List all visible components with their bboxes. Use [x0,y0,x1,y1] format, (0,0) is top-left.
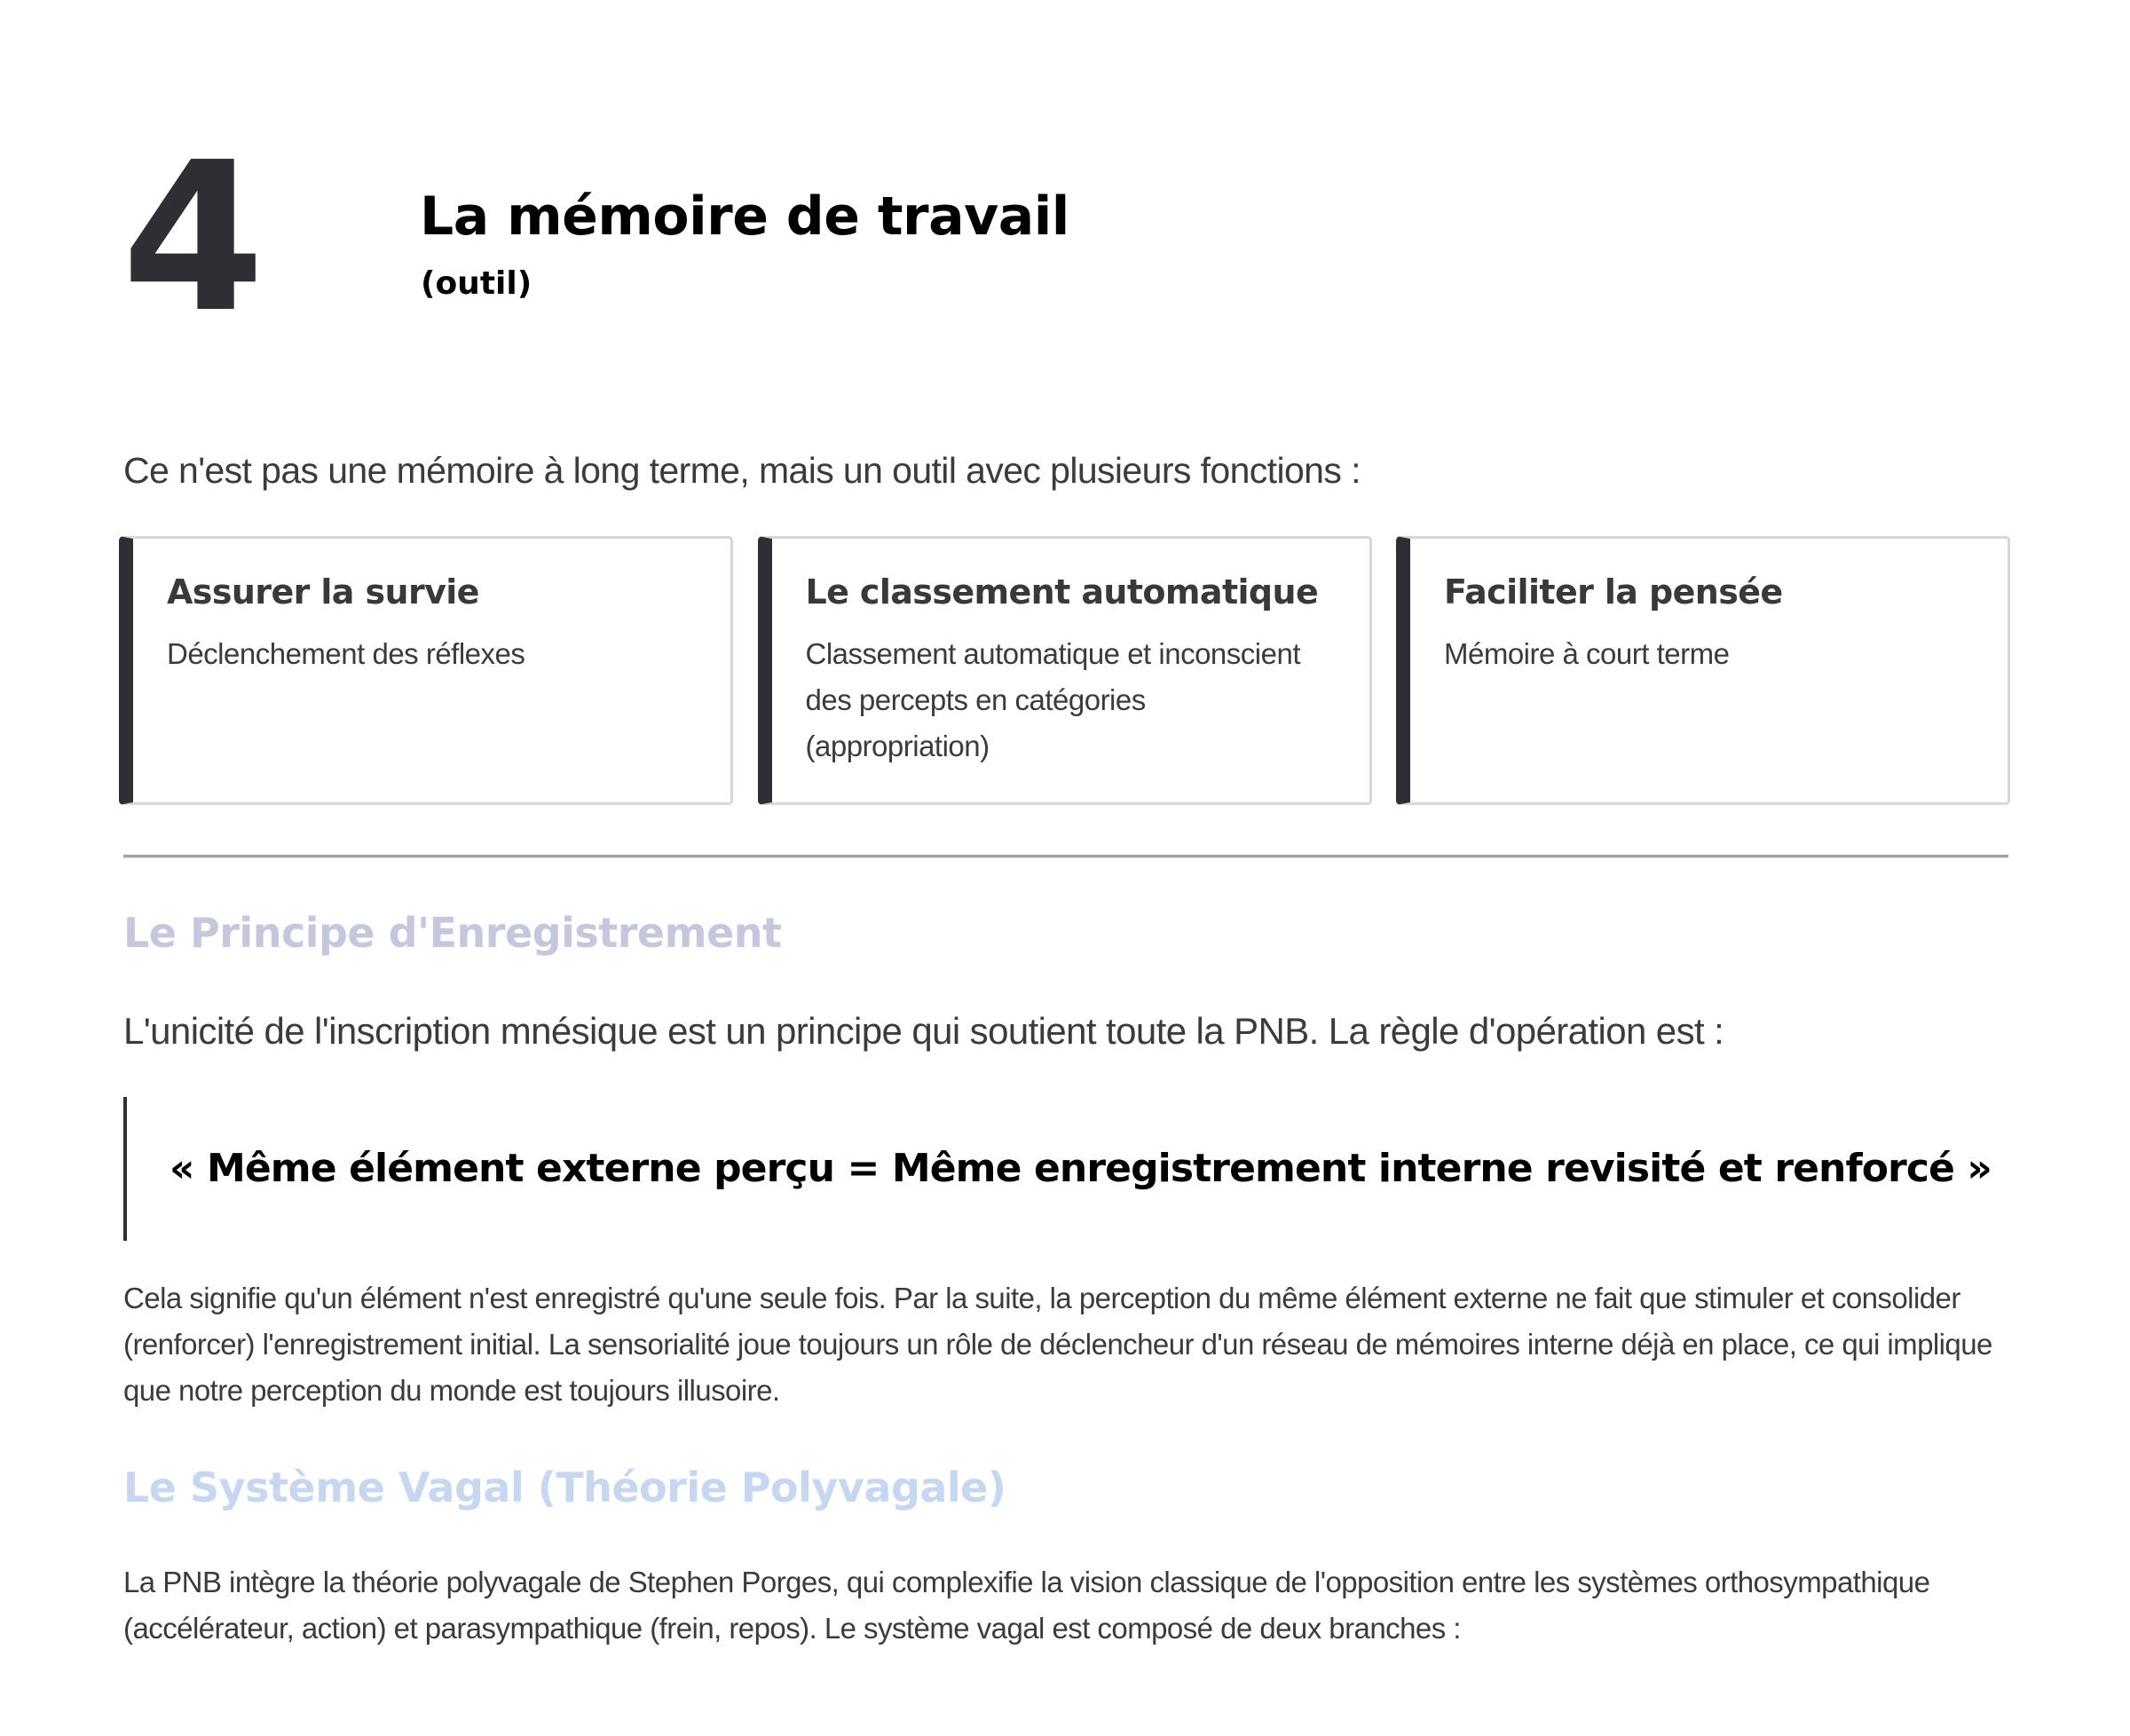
card-description: Déclenchement des réflexes [167,637,525,670]
quote-text: « Même élément externe perçu = Même enregistrement interne revisité et renforcé » [170,1146,1992,1191]
function-card [1396,536,2010,805]
chapter-title: La mémoire de travail [420,185,1069,248]
intro-text: Ce n'est pas une mémoire à long terme, mais un outil avec plusieurs fonctions : [123,450,1361,491]
section-heading-vagal: Le Système Vagal (Théorie Polyvagale) [123,1464,1006,1511]
card-description: Mémoire à court terme [1444,637,1730,670]
function-card [758,536,1372,805]
function-cards [119,536,2010,805]
card-title: Faciliter la pensée [1444,572,1783,612]
card-title: Assurer la survie [167,572,479,612]
principe-lead-text: L'unicité de l'inscription mnésique est un principe qui soutient toute la PNB. La règle d'opération est : [123,1010,1724,1052]
section-heading-principe: Le Principe d'Enregistrement [123,909,782,957]
section-divider [123,855,2008,858]
card-description: Classement automatique et inconscient des percepts en catégories (appropriation) [805,637,1300,762]
function-card [119,536,733,805]
chapter-header: 4 La mémoire de travail (outil) [122,118,1069,358]
vagal-body-text: La PNB intègre la théorie polyvagale de Stephen Porges, qui complexifie la vision classique de l'opposition entre les systèmes orthosympathique (accélérateur, action) et parasympathique (frein, repos). Le système vagal est composé de deux branches : [123,1566,1930,1645]
principle-quote [123,1097,2008,1241]
card-title: Le classement automatique [805,572,1319,612]
principe-body-text: Cela signifie qu'un élément n'est enregistré qu'une seule fois. Par la suite, la perception du même élément externe ne fait que stimuler et consolider (renforcer) l'enregistrement initial. La sensorialité joue toujours un rôle de déclencheur d'un réseau de mémoires interne déjà en place, ce qui implique que notre perception du monde est toujours illusoire. [123,1282,1992,1407]
chapter-subtitle: (outil) [421,265,532,302]
